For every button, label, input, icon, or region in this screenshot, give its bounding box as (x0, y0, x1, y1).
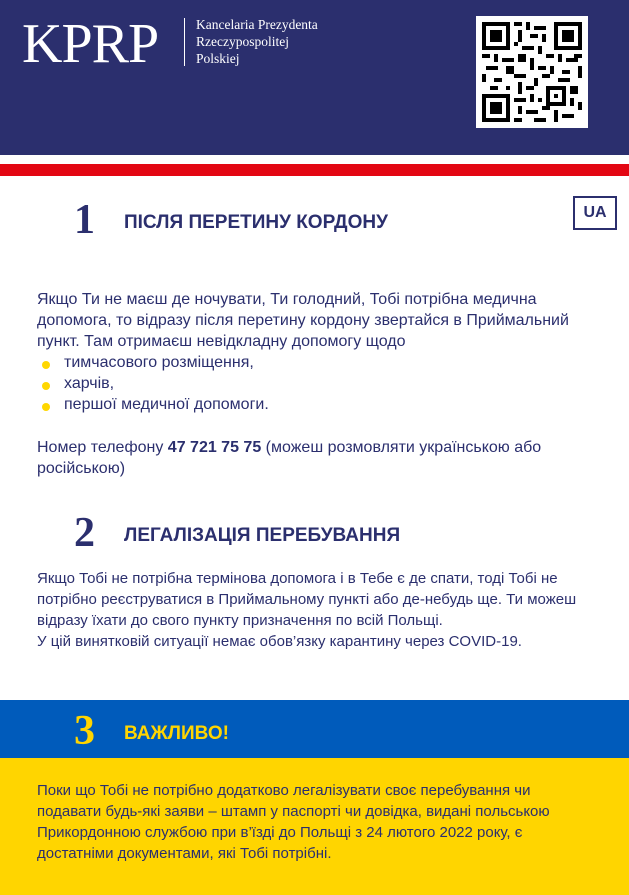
section-1-title: ПІСЛЯ ПЕРЕТИНУ КОРДОНУ (124, 212, 388, 233)
org-line-1: Kancelaria Prezydenta (196, 17, 318, 32)
logo-divider (184, 18, 185, 66)
list-item: тимчасового розміщення, (37, 352, 607, 373)
section-2-text-1: Якщо Тобі не потрібна термінова допомога і в Тебе є де спати, тоді Тобі не потрібно реєструватися в Приймальному пункті або де-небудь ще. Ти можеш відразу їхати до свого пункту призначення по всій Польщі. (37, 570, 577, 629)
section-2-number: 2 (74, 510, 95, 556)
section-1-intro: Якщо Ти не маєш де ночувати, Ти голодний, Тобі потрібна медична допомога, то відразу після перетину кордону звертайся в Приймальний пункт. Там отримаєш невідкладну допомогу щодо (37, 291, 569, 350)
bullet-dot-icon (42, 361, 50, 369)
section-2-text-2: У цій винятковій ситуації немає обов’язку карантину через COVID-19. (37, 633, 522, 650)
phone-label: Номер телефону (37, 439, 168, 456)
flag-stripe-white (0, 155, 629, 164)
kprp-logo: KPRP (22, 13, 159, 75)
section-1-number: 1 (74, 197, 95, 243)
organization-name (196, 16, 318, 67)
phone-number: 47 721 75 75 (167, 439, 262, 456)
section-1-body (37, 289, 607, 415)
bullet-dot-icon (42, 382, 50, 390)
phone-info (37, 437, 607, 479)
section-3-title: ВАЖЛИВО! (124, 723, 230, 744)
section-3-body: Поки що Тобі не потрібно додатково легалізувати своє перебування чи подавати будь-які заяви – штамп у паспорті чи довідка, видані польською Прикордонною службою при в’їзді до Польщі з 24 лютого 2022 року, є достатніми документами, які Тобі потрібні. (37, 782, 550, 862)
section-3-number: 3 (74, 708, 95, 754)
section-2-body (37, 568, 607, 652)
list-item: першої медичної допомоги. (37, 394, 607, 415)
qr-code-icon[interactable] (476, 16, 588, 128)
header-banner (0, 0, 629, 155)
org-line-2: Rzeczypospolitej (196, 34, 289, 49)
assistance-list (37, 352, 607, 415)
section-2-title: ЛЕГАЛІЗАЦІЯ ПЕРЕБУВАННЯ (124, 525, 401, 546)
phone-note: (можеш розмовляти українською або російською) (37, 439, 542, 477)
language-badge: UA (573, 196, 617, 230)
flag-stripe-red (0, 164, 629, 176)
bullet-dot-icon (42, 403, 50, 411)
list-item: харчів, (37, 373, 607, 394)
org-line-3: Polskiej (196, 51, 240, 66)
